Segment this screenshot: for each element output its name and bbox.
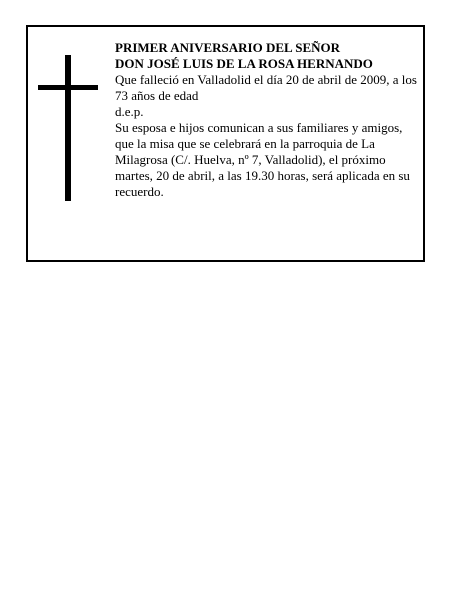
notice-heading-line2: DON JOSÉ LUIS DE LA ROSA HERNANDO [115, 56, 373, 71]
cross-icon [38, 55, 100, 201]
dep-text: d.e.p. [115, 104, 144, 119]
notice-heading-line1: PRIMER ANIVERSARIO DEL SEÑOR [115, 40, 341, 55]
cross-horizontal-bar [38, 85, 98, 90]
cross-vertical-bar [65, 55, 71, 201]
notice-text [115, 40, 420, 200]
obituary-notice [26, 25, 425, 262]
announcement-text: Su esposa e hijos comunican a sus familiares y amigos, que la misa que se celebrará en la parroquia de La Milagrosa (C/. Huelva, nº 7, Valladolid), el próximo martes, 20 de abril, a las 19.30 horas, será aplicada en su recuerdo. [115, 120, 410, 199]
death-info: Que falleció en Valladolid el día 20 de abril de 2009, a los 73 años de edad [115, 72, 417, 103]
